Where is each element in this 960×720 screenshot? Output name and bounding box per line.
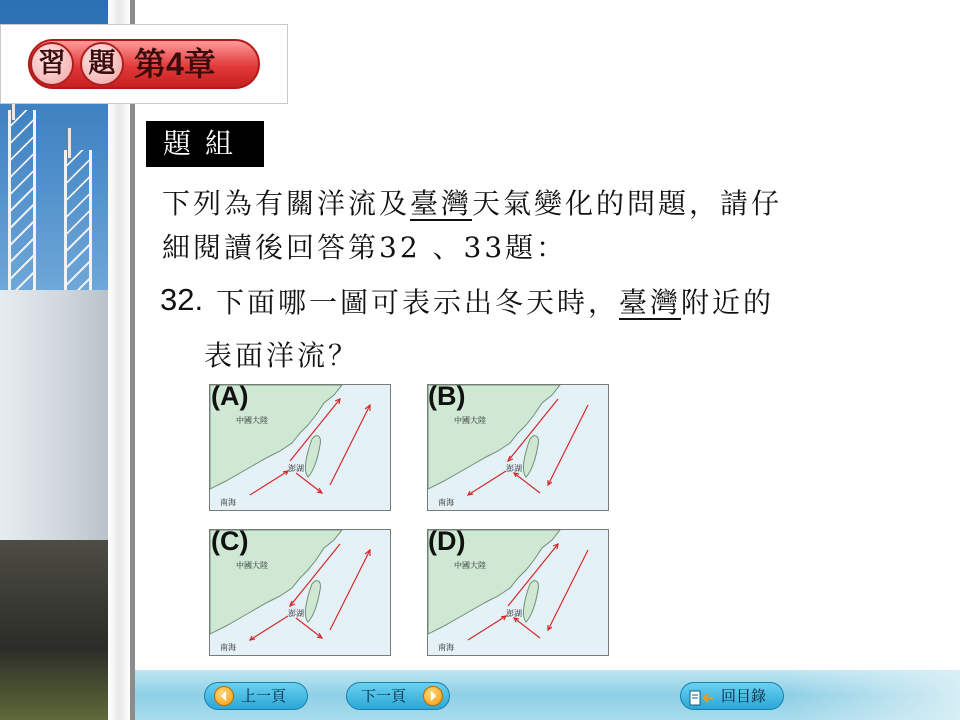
map-label-penghu: 澎湖	[506, 464, 522, 473]
map-label-mainland: 中國大陸	[236, 561, 268, 570]
option-a-label: (A)	[211, 381, 249, 411]
book-arrow-icon	[689, 688, 715, 704]
map-label-mainland: 中國大陸	[454, 416, 486, 425]
prev-page-button[interactable]	[204, 682, 308, 710]
map-label-mainland: 中國大陸	[236, 416, 268, 425]
side-divider	[108, 0, 130, 720]
arrow-left-icon	[214, 686, 234, 706]
decorative-side-photo	[0, 0, 108, 720]
intro-line-2: 細閱讀後回答第32 、33題：	[162, 231, 568, 264]
intro-line-1	[162, 182, 782, 222]
option-b-label: (B)	[428, 381, 466, 411]
table-of-contents-button[interactable]	[680, 682, 784, 710]
place-name: 臺灣	[619, 286, 682, 319]
map-label-penghu: 澎湖	[506, 609, 522, 618]
intro-text: 天氣變化的問題，請仔	[472, 187, 783, 220]
question-text: 下面哪一圖可表示出冬天時，	[216, 286, 620, 319]
option-c-label: (C)	[211, 526, 249, 556]
arrow-right-icon	[423, 686, 443, 706]
map-label-mainland: 中國大陸	[454, 561, 486, 570]
intro-text: 下列為有關洋流及	[162, 187, 411, 220]
map-label-sea: 南海	[438, 498, 454, 507]
map-label-penghu: 澎湖	[288, 464, 304, 473]
next-page-label: 下一頁	[361, 687, 407, 705]
next-page-button[interactable]	[346, 682, 450, 710]
question-text: 附近的	[681, 286, 775, 319]
question-line-1	[216, 281, 774, 321]
section-tag: 題組	[146, 121, 264, 167]
toc-label: 回目錄	[721, 687, 767, 705]
prev-page-label: 上一頁	[241, 687, 287, 705]
map-label-penghu: 澎湖	[288, 609, 304, 618]
map-label-sea: 南海	[220, 498, 236, 507]
option-d-label: (D)	[428, 526, 466, 556]
side-divider-line	[130, 0, 135, 720]
map-label-sea: 南海	[220, 643, 236, 652]
map-label-sea: 南海	[438, 643, 454, 652]
header-chip-2: 題	[80, 42, 124, 86]
header-chip-1: 習	[30, 42, 74, 86]
question-number: 32.	[160, 282, 204, 317]
question-line-2: 表面洋流？	[204, 339, 360, 372]
place-name: 臺灣	[410, 187, 473, 220]
chapter-title: 第4章	[134, 46, 216, 82]
